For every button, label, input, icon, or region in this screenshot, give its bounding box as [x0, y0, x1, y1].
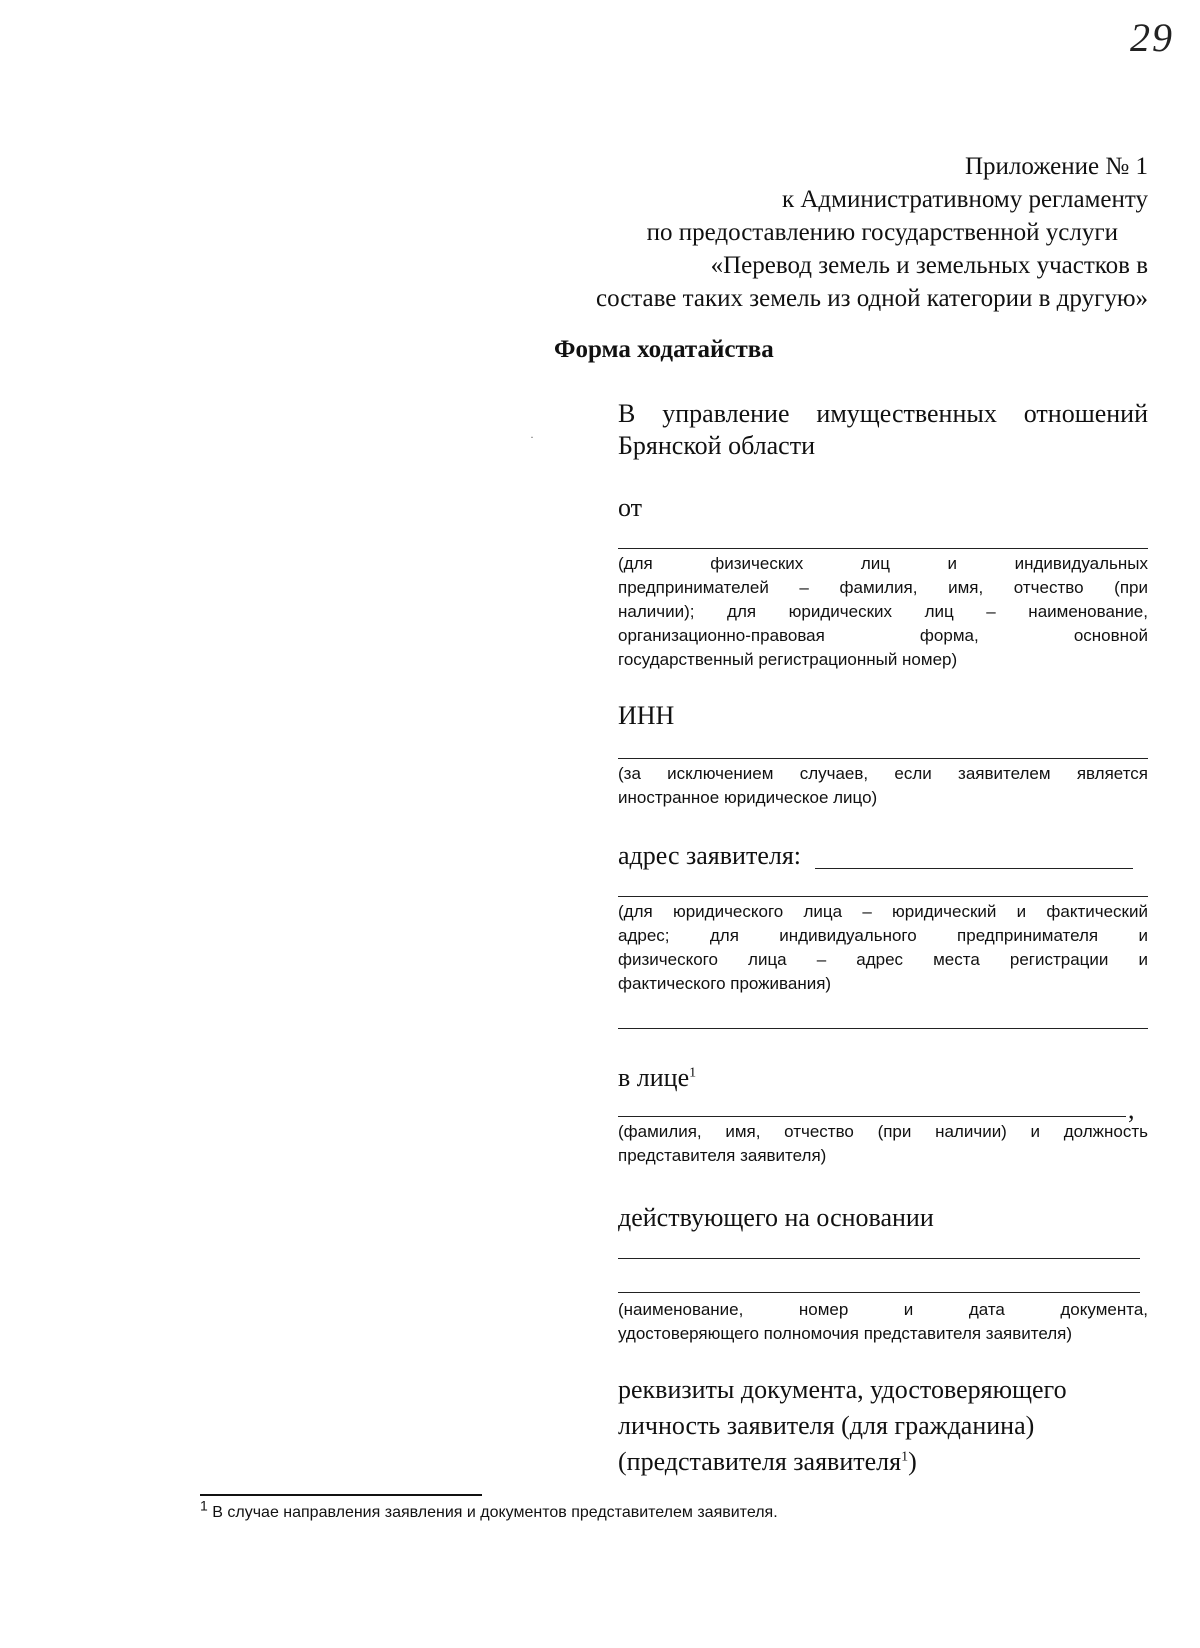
- annex-line: «Перевод земель и земельных участков в: [710, 252, 1148, 279]
- hint-line: (фамилия, имя, отчество (при наличии) и должность: [618, 1122, 1148, 1141]
- address-label: адрес заявителя:: [618, 841, 802, 870]
- id-doc-line: (представителя заявителя$^1$): [618, 1447, 917, 1476]
- inn-label: ИНН: [618, 701, 675, 730]
- form-title: Форма ходатайства: [554, 336, 774, 363]
- id-doc-line: личность заявителя (для гражданина): [618, 1411, 1035, 1440]
- person-hint: [618, 1120, 1148, 1168]
- footnote-text: В случае направления заявления и документов представителем заявителя.: [212, 1504, 778, 1521]
- hint-line: (для юридического лица – юридический и фактический: [618, 902, 1148, 921]
- recipient-line: В управление имущественных отношений: [618, 399, 1148, 428]
- comma: ,: [1128, 1095, 1135, 1124]
- footnote-ref: 1: [689, 1065, 697, 1081]
- from-label: от: [618, 493, 643, 522]
- recipient-line: Брянской области: [618, 431, 815, 460]
- footnote-ref: 1: [901, 1449, 909, 1465]
- hint-line: иностранное юридическое лицо): [618, 788, 878, 807]
- annex-line: Приложение № 1: [964, 153, 1148, 180]
- applicant-hint: [618, 552, 1148, 672]
- basis-label: действующего на основании: [618, 1203, 934, 1232]
- hint-line: предпринимателей – фамилия, имя, отчество (при: [618, 578, 1148, 597]
- applicant-name-line[interactable]: [618, 548, 1148, 549]
- hint-line: государственный регистрационный номер): [618, 650, 958, 669]
- basis-line[interactable]: [618, 1258, 1140, 1259]
- annex-line: к Административному регламенту: [781, 186, 1148, 213]
- hint-line: фактического проживания): [618, 974, 832, 993]
- hint-line: удостоверяющего полномочия представителя заявителя): [618, 1324, 1073, 1343]
- person-label-row: [618, 1062, 696, 1094]
- hint-line: (для физических лиц и индивидуальных: [618, 554, 1148, 573]
- inn-hint: [618, 762, 1148, 810]
- page-number: 29: [1130, 15, 1174, 60]
- recipient-block: [618, 398, 1148, 462]
- hint-line: организационно-правовая форма, основной: [618, 626, 1148, 645]
- address-hint: [618, 900, 1148, 996]
- basis-line-2[interactable]: [618, 1292, 1140, 1293]
- hint-line: представителя заявителя): [618, 1146, 827, 1165]
- inn-line[interactable]: [618, 758, 1148, 759]
- footnote-divider: [200, 1494, 482, 1496]
- annex-line: составе таких земель из одной категории в другую»: [595, 285, 1148, 312]
- hint-line: адрес; для индивидуального предпринимателя и: [618, 926, 1148, 945]
- annex-line: по предоставлению государственной услуги: [646, 219, 1118, 246]
- id-doc-line: реквизиты документа, удостоверяющего: [618, 1375, 1067, 1404]
- hint-line: (наименование, номер и дата документа,: [618, 1300, 1148, 1319]
- address-line-inline[interactable]: [815, 868, 1133, 869]
- address-line-extra[interactable]: [618, 1028, 1148, 1029]
- footnote: [200, 1497, 778, 1522]
- person-label: в лице: [618, 1063, 690, 1092]
- scan-mark: ·: [530, 430, 534, 444]
- hint-line: физического лица – адрес места регистрации и: [618, 950, 1148, 969]
- person-line[interactable]: [618, 1116, 1126, 1117]
- annex-header: [508, 150, 1148, 315]
- basis-hint: [618, 1298, 1148, 1346]
- id-doc-block: [618, 1372, 1148, 1480]
- hint-line: наличии); для юридических лиц – наименование,: [618, 602, 1148, 621]
- hint-line: (за исключением случаев, если заявителем является: [618, 764, 1148, 783]
- footnote-mark: 1: [200, 1497, 208, 1514]
- address-line[interactable]: [618, 896, 1148, 897]
